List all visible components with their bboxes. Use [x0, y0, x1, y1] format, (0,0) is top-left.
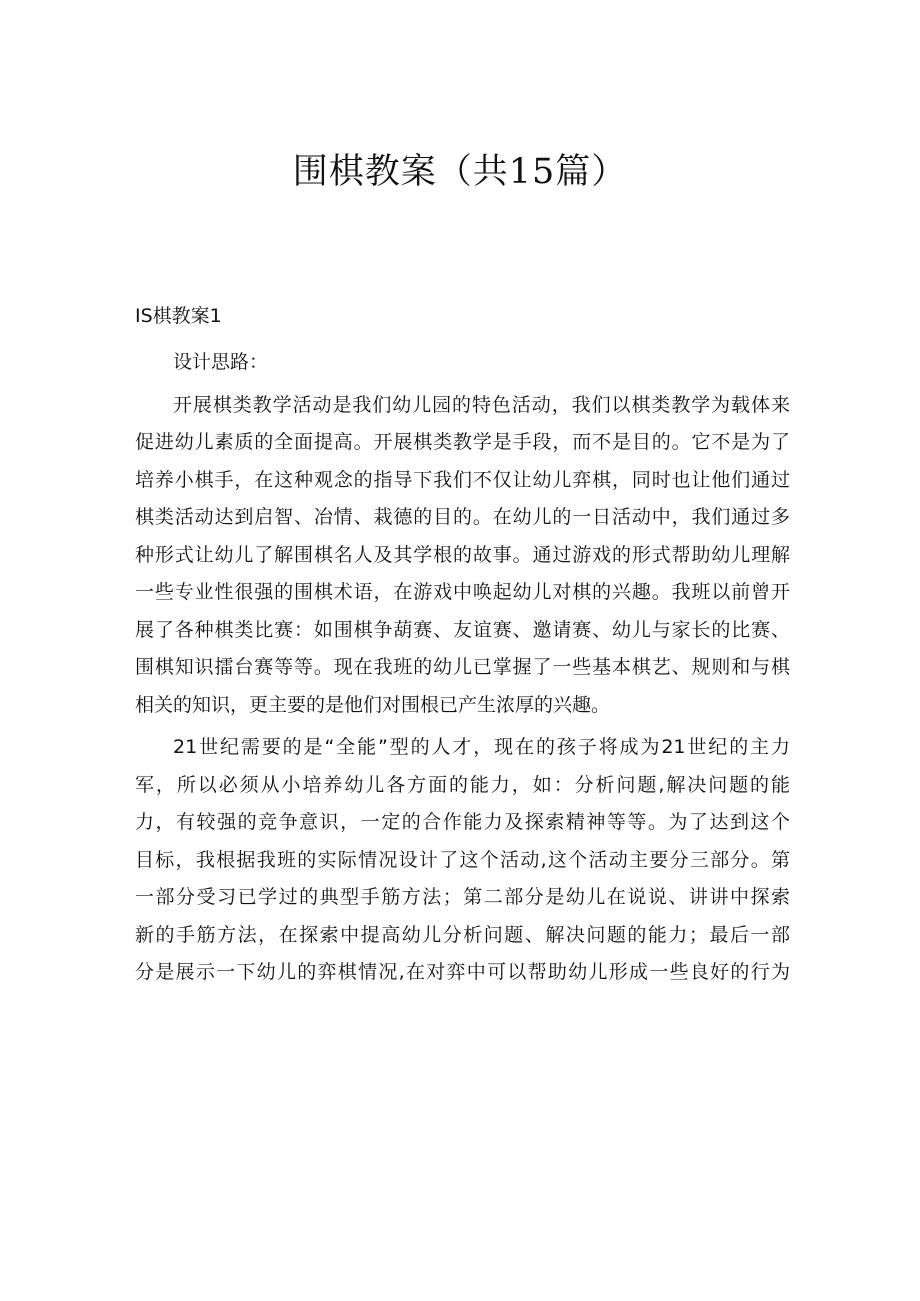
text-line: 21世纪需要的是“全能”型的人才，现在的孩子将成为21世纪的主力: [173, 736, 790, 758]
text-line: 一些专业性很强的围棋术语，在游戏中唤起幼儿对棋的兴趣。我班以前曾开: [135, 581, 790, 603]
text-line: 棋类活动达到启智、冶情、栽德的目的。在幼儿的一日活动中，我们通过多: [135, 506, 790, 528]
text-line: 展了各种棋类比赛：如围棋争葫赛、友谊赛、邀请赛、幼儿与家长的比赛、: [135, 618, 790, 641]
text-line: 分是展示一下幼儿的弈棋情况,在对弈中可以帮助幼儿形成一些良好的行为: [135, 961, 790, 983]
document-body: [135, 344, 790, 992]
text-line: 围棋知识擂台赛等等。现在我班的幼儿已掌握了一些基本棋艺、规则和与棋: [135, 656, 790, 678]
document-title: 围棋教案（共15篇）: [292, 152, 628, 192]
text-line: 促进幼儿素质的全面提高。开展棋类教学是手段，而不是目的。它不是为了: [135, 431, 790, 453]
text-line: 培养小棋手，在这种观念的指导下我们不仅让幼儿弈棋，同时也让他们通过: [135, 468, 790, 491]
design-label: [135, 344, 790, 382]
text-line: 目标，我根据我班的实际情况设计了这个活动,这个活动主要分三部分。第: [135, 848, 790, 871]
text-line: 种形式让幼儿了解围棋名人及其学根的故事。通过游戏的形式帮助幼儿理解: [135, 543, 790, 566]
text-line: 相关的知识，更主要的是他们对围根已产生浓厚的兴趣。: [135, 693, 611, 716]
text-line: 军，所以必须从小培养幼儿各方面的能力，如：分析问题,解决问题的能: [135, 773, 790, 796]
section-heading: IS棋教案1: [135, 305, 222, 327]
text-line: 新的手筋方法，在探索中提高幼儿分析问题、解决问题的能力；最后一部: [135, 923, 790, 946]
paragraph-goals: [135, 729, 790, 992]
paragraph-intro: [135, 387, 790, 725]
text-line: 设计思路：: [173, 351, 269, 373]
text-line: 开展棋类教学活动是我们幼儿园的特色活动，我们以棋类教学为载体来: [173, 393, 790, 416]
text-line: 一部分受习已学过的典型手筋方法；第二部分是幼儿在说说、讲讲中探索: [135, 886, 790, 908]
text-line: 力，有较强的竞争意识，一定的合作能力及探索精神等等。为了达到这个: [135, 811, 790, 833]
